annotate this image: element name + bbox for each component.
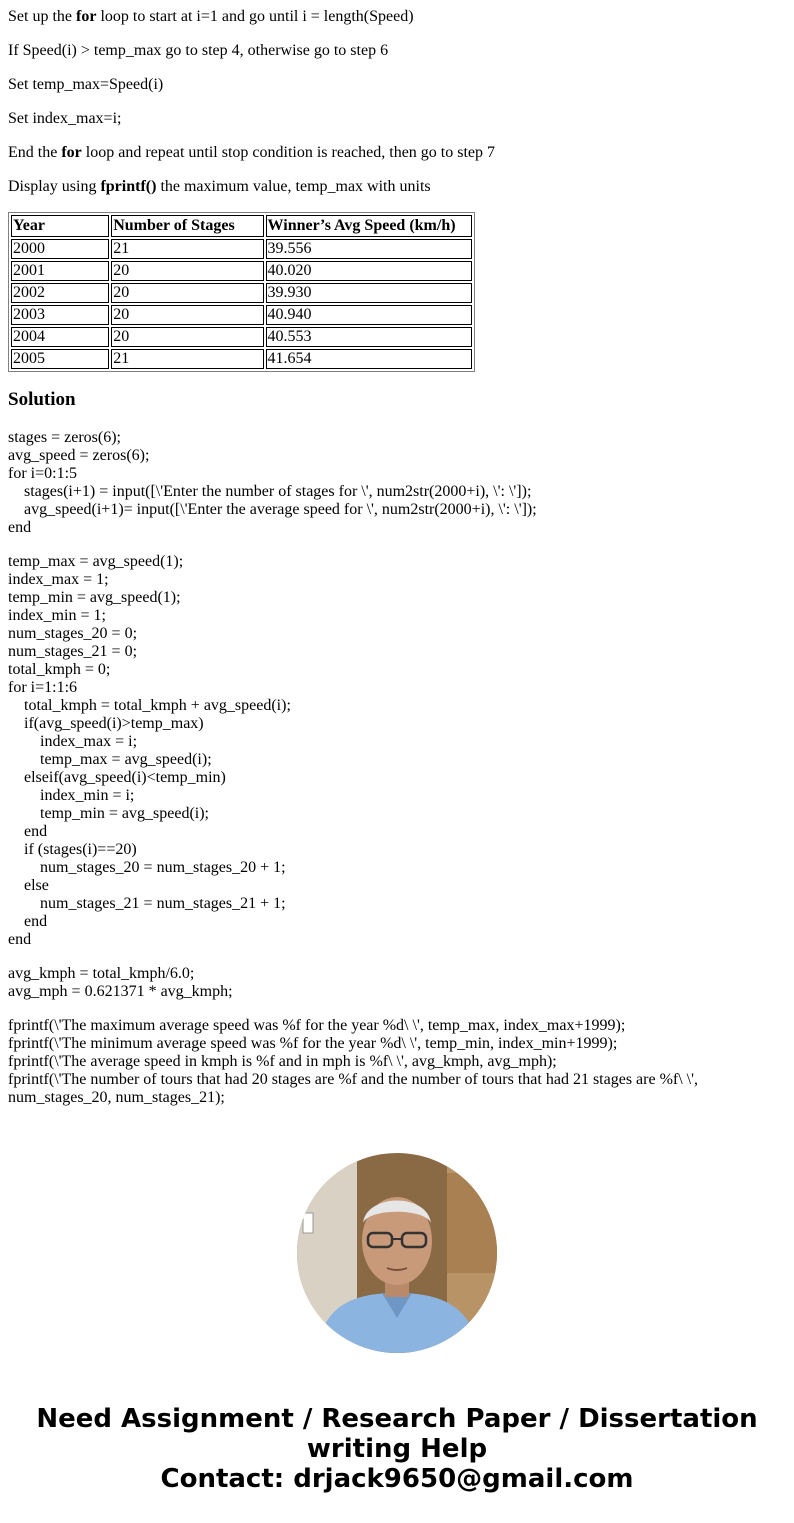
cell-year: 2005 xyxy=(11,349,109,369)
cell-speed: 39.556 xyxy=(266,239,472,259)
table-row xyxy=(11,283,472,303)
cell-stages: 21 xyxy=(111,239,263,259)
step-5 xyxy=(8,144,495,162)
cell-speed: 40.020 xyxy=(266,261,472,281)
cell-year: 2002 xyxy=(11,283,109,303)
solution-heading: Solution xyxy=(8,389,76,410)
step-4 xyxy=(8,110,121,128)
cell-speed: 40.553 xyxy=(266,327,472,347)
cell-stages: 20 xyxy=(111,261,263,281)
footer-line-1: Need Assignment / Research Paper / Dissertation xyxy=(36,1404,758,1434)
step-text: the maximum value, temp_max with units xyxy=(156,178,431,195)
step-text: Set up the xyxy=(8,8,76,25)
cell-speed: 39.930 xyxy=(266,283,472,303)
cell-stages: 20 xyxy=(111,283,263,303)
step-text: End the xyxy=(8,144,62,161)
step-6 xyxy=(8,178,431,196)
step-1 xyxy=(8,8,414,26)
header-stages: Number of Stages xyxy=(111,215,263,237)
code-block-loop: temp_max = avg_speed(1); index_max = 1; temp_min = avg_speed(1); index_min = 1; num_stages_20 = 0; num_stages_21 = 0; total_kmph = 0; for i=1:1:6 total_kmph = total_kmph + avg_speed(i); if(avg_speed(i)>temp_max) index_max = i; temp_max = avg_speed(i); elseif(avg_speed(i)<temp_min) index_min = i; temp_min = avg_speed(i); end if (stages(i)==20) num_stages_20 = num_stages_20 + 1; else num_stages_21 = num_stages_21 + 1; end end xyxy=(8,553,291,948)
author-photo xyxy=(297,1153,497,1353)
footer-contact: Contact: drjack9650@gmail.com xyxy=(160,1464,634,1494)
tour-data-table xyxy=(8,212,475,372)
code-block-init: stages = zeros(6); avg_speed = zeros(6); for i=0:1:5 stages(i+1) = input([\'Enter the number of stages for \', num2str(2000+i), \': \']); avg_speed(i+1)= input([\'Enter the average speed for \', num2str(2000+i), \': \']); end xyxy=(8,429,537,536)
step-text: Set index_max=i; xyxy=(8,110,122,127)
step-3 xyxy=(8,76,163,94)
cell-stages: 21 xyxy=(111,349,263,369)
footer-line-2: writing Help xyxy=(306,1434,488,1464)
step-2 xyxy=(8,42,388,60)
cell-speed: 41.654 xyxy=(266,349,472,369)
table-row xyxy=(11,327,472,347)
step-keyword: fprintf() xyxy=(100,178,157,195)
code-block-averages: avg_kmph = total_kmph/6.0; avg_mph = 0.621371 * avg_kmph; xyxy=(8,965,233,1000)
table-row xyxy=(11,305,472,325)
step-text: Set temp_max=Speed(i) xyxy=(8,76,164,93)
step-text: If Speed(i) > temp_max go to step 4, otherwise go to step 6 xyxy=(8,42,389,59)
table-row xyxy=(11,261,472,281)
author-portrait-image xyxy=(297,1153,497,1353)
cell-year: 2003 xyxy=(11,305,109,325)
cell-year: 2000 xyxy=(11,239,109,259)
header-speed: Winner’s Avg Speed (km/h) xyxy=(266,215,472,237)
code-block-output: fprintf(\'The maximum average speed was %f for the year %d\ \', temp_max, index_max+1999); fprintf(\'The minimum average speed was %f for the year %d\ \', temp_min, index_min+1999); fprintf(\'The average speed in kmph is %f and in mph is %f\ \', avg_kmph, avg_mph); fprintf(\'The number of tours that had 20 stages are %f and the number of tours that had 21 stages are %f\ \', num_stages_20, num_stages_21); xyxy=(8,1017,698,1106)
cell-year: 2001 xyxy=(11,261,109,281)
header-year: Year xyxy=(11,215,109,237)
footer-banner xyxy=(0,1404,794,1494)
cell-stages: 20 xyxy=(111,305,263,325)
table-row xyxy=(11,239,472,259)
table-row xyxy=(11,349,472,369)
cell-stages: 20 xyxy=(111,327,263,347)
step-keyword: for xyxy=(76,8,97,25)
step-text: loop to start at i=1 and go until i = length(Speed) xyxy=(96,8,414,25)
step-keyword: for xyxy=(61,144,82,161)
step-text: loop and repeat until stop condition is reached, then go to step 7 xyxy=(81,144,496,161)
cell-speed: 40.940 xyxy=(266,305,472,325)
cell-year: 2004 xyxy=(11,327,109,347)
step-text: Display using xyxy=(8,178,101,195)
table-header-row xyxy=(11,215,472,237)
